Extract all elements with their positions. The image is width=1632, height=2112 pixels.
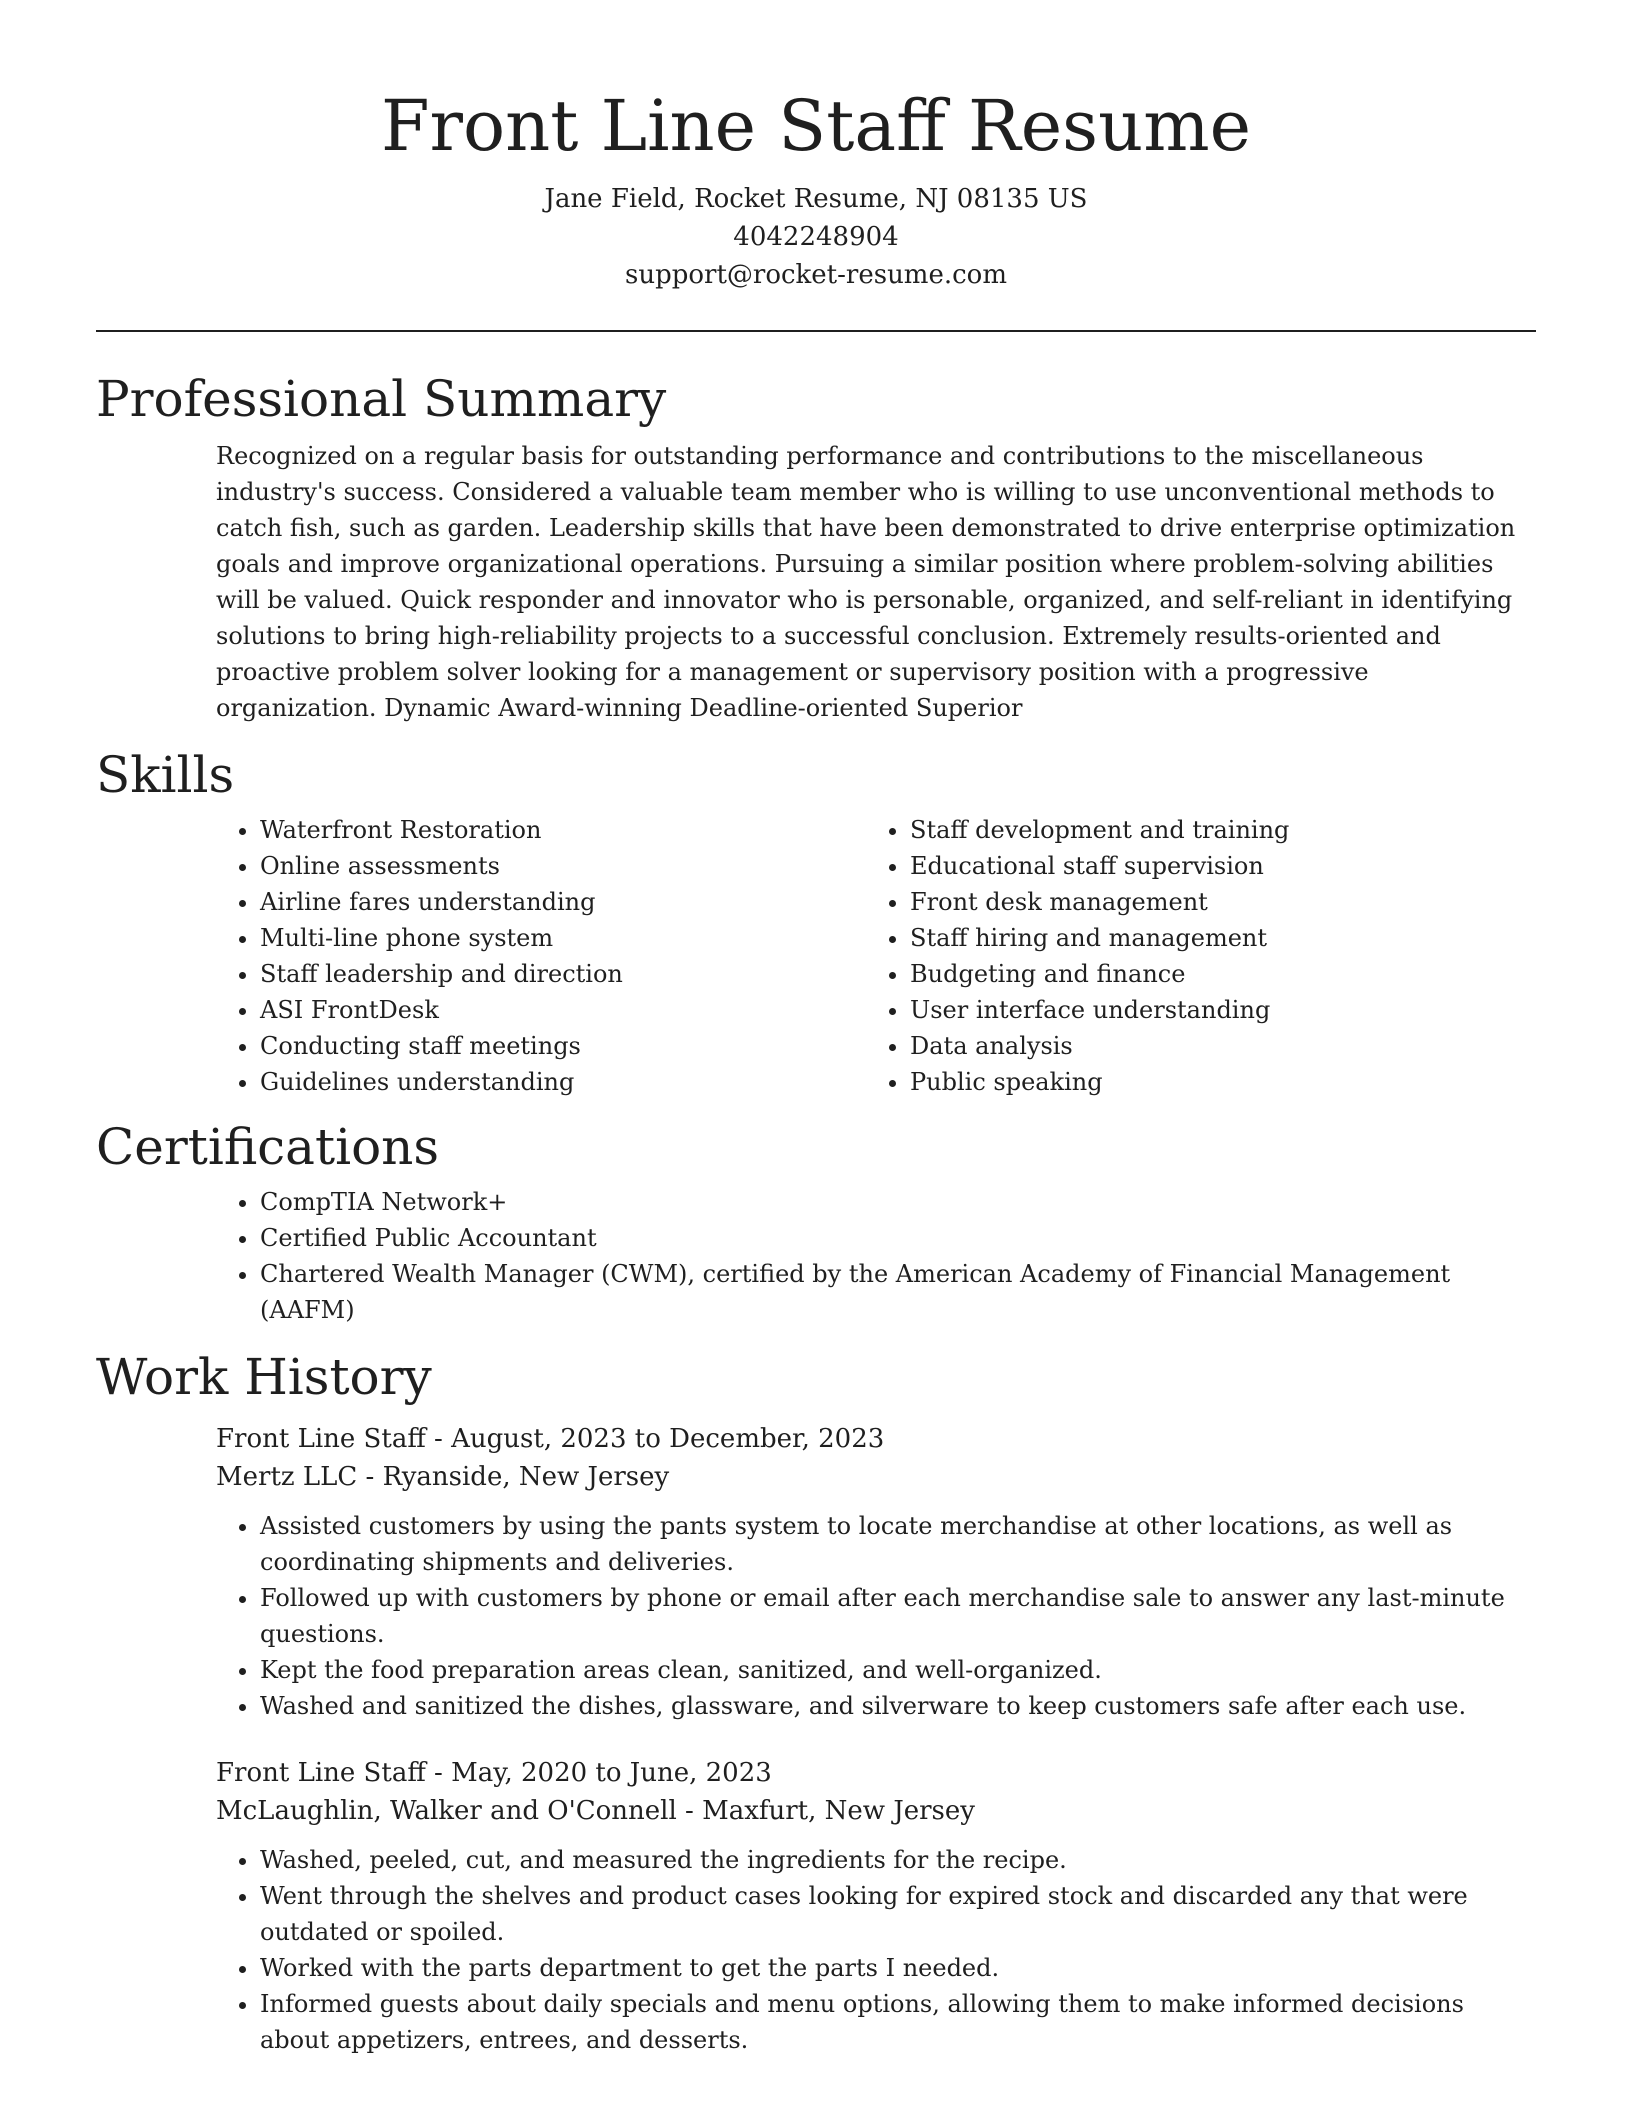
job-entry <box>216 1754 1536 2058</box>
skill-item: • Airline fares understanding <box>260 884 866 920</box>
job-title: Front Line Staff <box>216 1758 426 1788</box>
resume-title: Front Line Staff Resume <box>380 85 1251 167</box>
certifications-heading: Certifications <box>96 1118 440 1176</box>
certification-item: • Certified Public Accountant <box>260 1220 1536 1256</box>
job-company: Mertz LLC <box>216 1462 358 1492</box>
certification-item: • CompTIA Network+ <box>260 1184 1536 1220</box>
job-bullet: • Went through the shelves and product cases looking for expired stock and discarded any that were outdated or spoiled. <box>260 1878 1536 1950</box>
job-bullet: • Assisted customers by using the pants system to locate merchandise at other locations, as well as coordinating shipments and deliveries. <box>260 1508 1536 1580</box>
header-divider <box>96 330 1536 332</box>
skill-item: • ASI FrontDesk <box>260 992 866 1028</box>
contact-phone: 4042248904 <box>733 222 899 252</box>
job-bullet: • Informed guests about daily specials and menu options, allowing them to make informed decisions about appetizers, entrees, and desserts. <box>260 1986 1536 2058</box>
skills-column-right <box>866 812 1516 1100</box>
job-title-line <box>216 1754 1536 1792</box>
skills-heading: Skills <box>96 746 235 804</box>
skills-list-right <box>866 812 1516 1100</box>
certifications-list <box>216 1184 1536 1328</box>
skill-item: • Public speaking <box>910 1064 1516 1100</box>
skill-item: • Waterfront Restoration <box>260 812 866 848</box>
job-company: McLaughlin, Walker and O'Connell <box>216 1796 677 1826</box>
job-dates: - May, 2020 to June, 2023 <box>425 1758 772 1788</box>
job-entry <box>216 1420 1536 1724</box>
job-company-line <box>216 1458 1536 1496</box>
skill-item: • Staff development and training <box>910 812 1516 848</box>
job-title-line <box>216 1420 1536 1458</box>
contact-block <box>96 180 1536 294</box>
job-bullet-list <box>216 1842 1536 2058</box>
skill-item: • Multi-line phone system <box>260 920 866 956</box>
job-bullets <box>216 1842 1536 2058</box>
skill-item: • Staff leadership and direction <box>260 956 866 992</box>
skills-grid <box>216 812 1536 1100</box>
work-history-heading: Work History <box>96 1348 432 1406</box>
work-history-section <box>96 1346 1536 2058</box>
job-bullet: • Washed, peeled, cut, and measured the ingredients for the recipe. <box>260 1842 1536 1878</box>
job-bullet: • Washed and sanitized the dishes, glassware, and silverware to keep customers safe after each use. <box>260 1688 1536 1724</box>
job-bullet-list <box>216 1508 1536 1724</box>
certifications-section <box>96 1116 1536 1328</box>
job-company-line <box>216 1792 1536 1830</box>
job-bullet: • Worked with the parts department to get the parts I needed. <box>260 1950 1536 1986</box>
contact-address: Jane Field, Rocket Resume, NJ 08135 US <box>544 184 1088 214</box>
job-dates: - August, 2023 to December, 2023 <box>425 1424 885 1454</box>
skills-column-left <box>216 812 866 1100</box>
resume-header <box>96 0 1536 294</box>
skill-item: • Data analysis <box>910 1028 1516 1064</box>
summary-text: Recognized on a regular basis for outstanding performance and contributions to the miscellaneous industry's success. Considered a valuable team member who is willing to use unconventional methods to catch fish, such as garden. Leadership skills that have been demonstrated to drive enterprise optimization goals and improve organizational operations. Pursuing a similar position where problem-solving abilities will be valued. Quick responder and innovator who is personable, organized, and self-reliant in identifying solutions to bring high-reliability projects to a successful conclusion. Extremely results-oriented and proactive problem solver looking for a management or supervisory position with a progressive organization. Dynamic Award-winning Deadline-oriented Superior <box>216 442 1516 722</box>
summary-heading: Professional Summary <box>96 370 667 428</box>
summary-section <box>96 368 1536 726</box>
job-bullets <box>216 1508 1536 1724</box>
skill-item: • Conducting staff meetings <box>260 1028 866 1064</box>
skill-item: • Front desk management <box>910 884 1516 920</box>
job-location: - Maxfurt, New Jersey <box>676 1796 975 1826</box>
skill-item: • Staff hiring and management <box>910 920 1516 956</box>
job-title: Front Line Staff <box>216 1424 426 1454</box>
contact-email: support@rocket-resume.com <box>624 260 1007 290</box>
skills-list-left <box>216 812 866 1100</box>
skill-item: • User interface understanding <box>910 992 1516 1028</box>
skill-item: • Online assessments <box>260 848 866 884</box>
skills-section <box>96 744 1536 1100</box>
job-location: - Ryanside, New Jersey <box>357 1462 670 1492</box>
job-bullet: • Kept the food preparation areas clean, sanitized, and well-organized. <box>260 1652 1536 1688</box>
job-bullet: • Followed up with customers by phone or email after each merchandise sale to answer any last-minute questions. <box>260 1580 1536 1652</box>
certifications-list-wrap <box>216 1184 1536 1328</box>
skill-item: • Guidelines understanding <box>260 1064 866 1100</box>
certification-item: • Chartered Wealth Manager (CWM), certified by the American Academy of Financial Management (AAFM) <box>260 1256 1536 1328</box>
skill-item: • Educational staff supervision <box>910 848 1516 884</box>
skill-item: • Budgeting and finance <box>910 956 1516 992</box>
